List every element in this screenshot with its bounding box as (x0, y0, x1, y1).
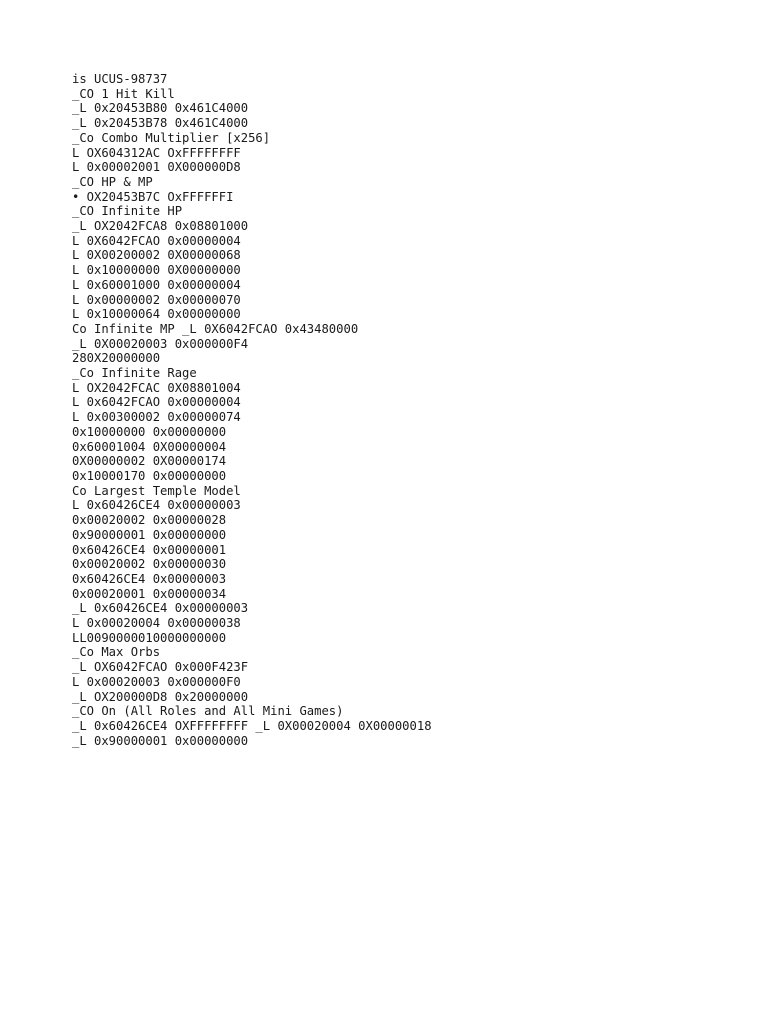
text-line: 0x00020002 0x00000030 (72, 557, 227, 572)
text-line: _L 0X00020003 0x000000F4 (72, 336, 249, 351)
text-line: _CO HP & MP (72, 174, 153, 189)
text-line: L 0x60426CE4 0x00000003 (72, 498, 241, 513)
text-line: L 0x10000064 0x00000000 (72, 307, 241, 322)
text-line: L OX2042FCAC 0X08801004 (72, 380, 241, 395)
text-line: 0x10000000 0x00000000 (72, 424, 227, 439)
text-line: _L 0x60426CE4 OXFFFFFFFF _L 0X00020004 0X00000018 (72, 718, 432, 733)
text-line: L 0x00000002 0x00000070 (72, 292, 241, 307)
text-line: is UCUS-98737 (72, 72, 168, 86)
text-line: _CO On (All Roles and All Mini Games) (72, 704, 344, 719)
text-line: L 0x00020003 0x000000F0 (72, 674, 241, 689)
text-line: Co Infinite MP _L 0X6042FCAO 0x43480000 (72, 321, 359, 336)
text-line: _Co Infinite Rage (72, 366, 197, 381)
text-line: LL0090000010000000000 (72, 630, 227, 645)
text-line: 0X00000002 0X00000174 (72, 454, 227, 469)
text-line: L 0X6042FCAO 0x00000004 (72, 233, 241, 248)
text-line: 0x60001004 0X00000004 (72, 439, 227, 454)
text-line: L OX604312AC OxFFFFFFFF (72, 145, 241, 160)
text-line: 0x60426CE4 0x00000003 (72, 571, 227, 586)
text-line: 280X20000000 (72, 351, 161, 366)
text-line: 0x90000001 0x00000000 (72, 527, 227, 542)
text-line: L 0x00020004 0x00000038 (72, 616, 241, 631)
text-line: L 0X00200002 0X00000068 (72, 248, 241, 263)
text-line: _L 0x20453B80 0x461C4000 (72, 101, 249, 116)
text-line: _L OX6042FCAO 0x000F423F (72, 660, 249, 675)
text-line: _L OX200000D8 0x20000000 (72, 689, 249, 704)
text-line: _CO Infinite HP (72, 204, 183, 219)
text-line: _L 0x20453B78 0x461C4000 (72, 116, 249, 131)
text-line: L 0x10000000 0X00000000 (72, 263, 241, 278)
text-line: _L 0x90000001 0x00000000 (72, 733, 249, 748)
text-line: L 0x6042FCAO 0x00000004 (72, 395, 241, 410)
text-line: L 0x00002001 0X000000D8 (72, 160, 241, 175)
text-line: _CO 1 Hit Kill (72, 86, 175, 101)
text-line: 0x60426CE4 0x00000001 (72, 542, 227, 557)
text-line: 0x00020001 0x00000034 (72, 586, 227, 601)
text-line: L 0x00300002 0x00000074 (72, 410, 241, 425)
text-line: • OX20453B7C OxFFFFFFI (72, 189, 234, 204)
text-line: 0x00020002 0x00000028 (72, 513, 227, 528)
text-line: L 0x60001000 0x00000004 (72, 277, 241, 292)
text-line: 0x10000170 0x00000000 (72, 468, 227, 483)
text-line: Co Largest Temple Model (72, 483, 241, 498)
text-line: _L 0x60426CE4 0x00000003 (72, 601, 249, 616)
text-line: _Co Combo Multiplier [x256] (72, 130, 271, 145)
text-line: _Co Max Orbs (72, 645, 161, 660)
document-page (72, 72, 752, 748)
text-line: _L OX2042FCA8 0x08801000 (72, 219, 249, 234)
